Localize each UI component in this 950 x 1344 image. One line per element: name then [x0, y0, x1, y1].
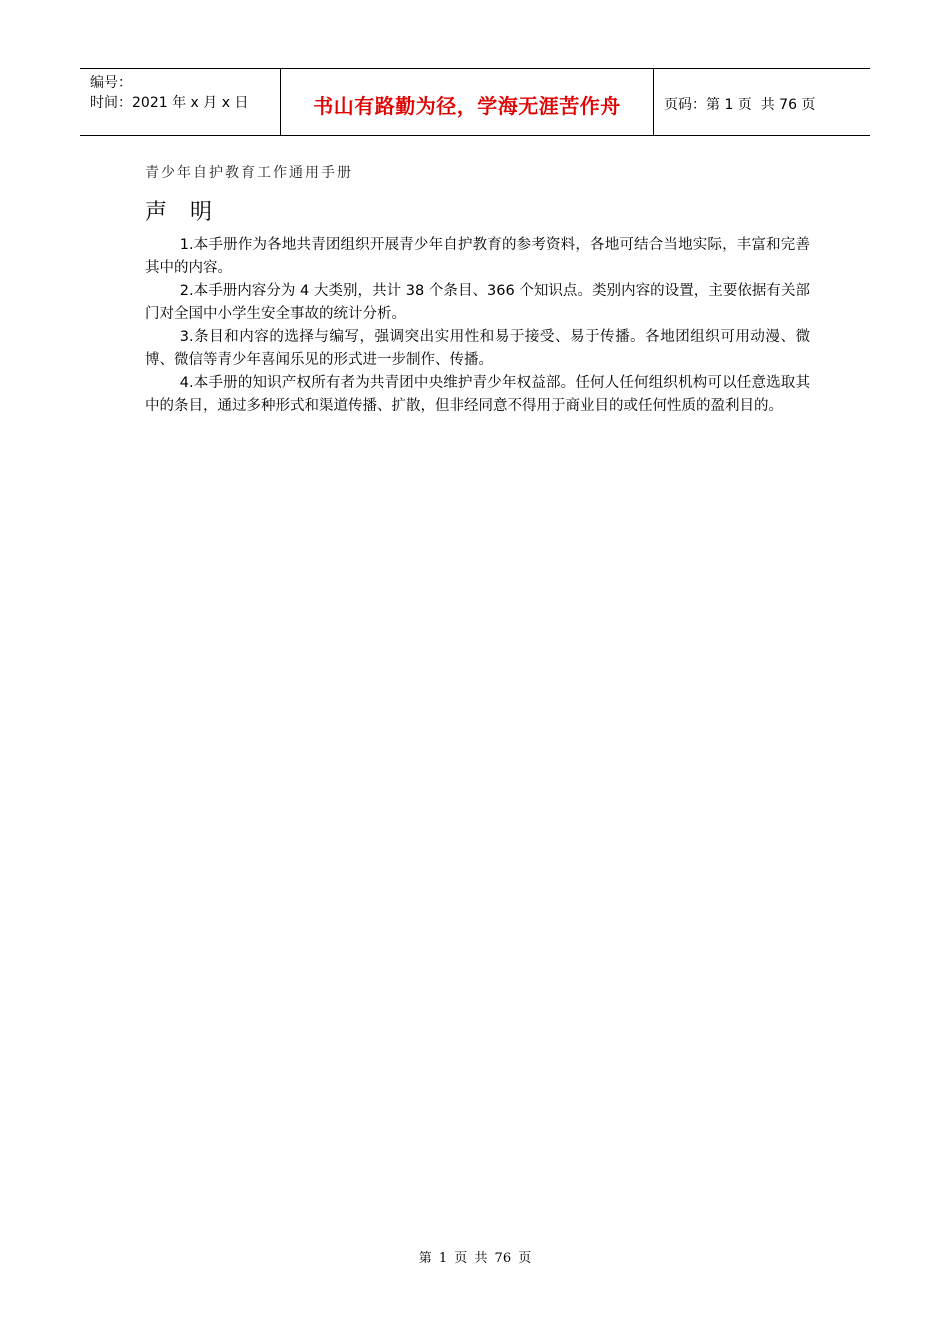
- page-info: 页码：第 1 页 共 76 页: [664, 96, 816, 113]
- header-left-cell: [80, 69, 281, 135]
- statement-body: [145, 234, 810, 418]
- serial-label: 编号：: [90, 75, 132, 91]
- motto-text: 书山有路勤为径，学海无涯苦作舟: [313, 93, 621, 118]
- header-middle-cell: [281, 69, 654, 135]
- header-table: [80, 68, 870, 136]
- section-heading: 声 明: [145, 200, 220, 225]
- statement-paragraph-3: 3.条目和内容的选择与编写，强调突出实用性和易于接受、易于传播。各地团组织可用动漫、微博、微信等青少年喜闻乐见的形式进一步制作、传播。: [145, 329, 810, 368]
- manual-title: 青少年自护教育工作通用手册: [145, 165, 353, 181]
- page-footer: 第 1 页 共 76 页: [418, 1251, 532, 1266]
- statement-paragraph-2: 2.本手册内容分为 4 大类别，共计 38 个条目、366 个知识点。类别内容的设置，主要依据有关部门对全国中小学生安全事故的统计分析。: [145, 283, 810, 322]
- statement-paragraph-1: 1.本手册作为各地共青团组织开展青少年自护教育的参考资料，各地可结合当地实际，丰富和完善其中的内容。: [145, 237, 810, 276]
- statement-paragraph-4: 4.本手册的知识产权所有者为共青团中央维护青少年权益部。任何人任何组织机构可以任意选取其中的条目，通过多种形式和渠道传播、扩散，但非经同意不得用于商业目的或任何性质的盈利目的。: [145, 375, 810, 414]
- header-right-cell: [654, 69, 870, 135]
- date-label: 时间：2021 年 x 月 x 日: [90, 95, 249, 111]
